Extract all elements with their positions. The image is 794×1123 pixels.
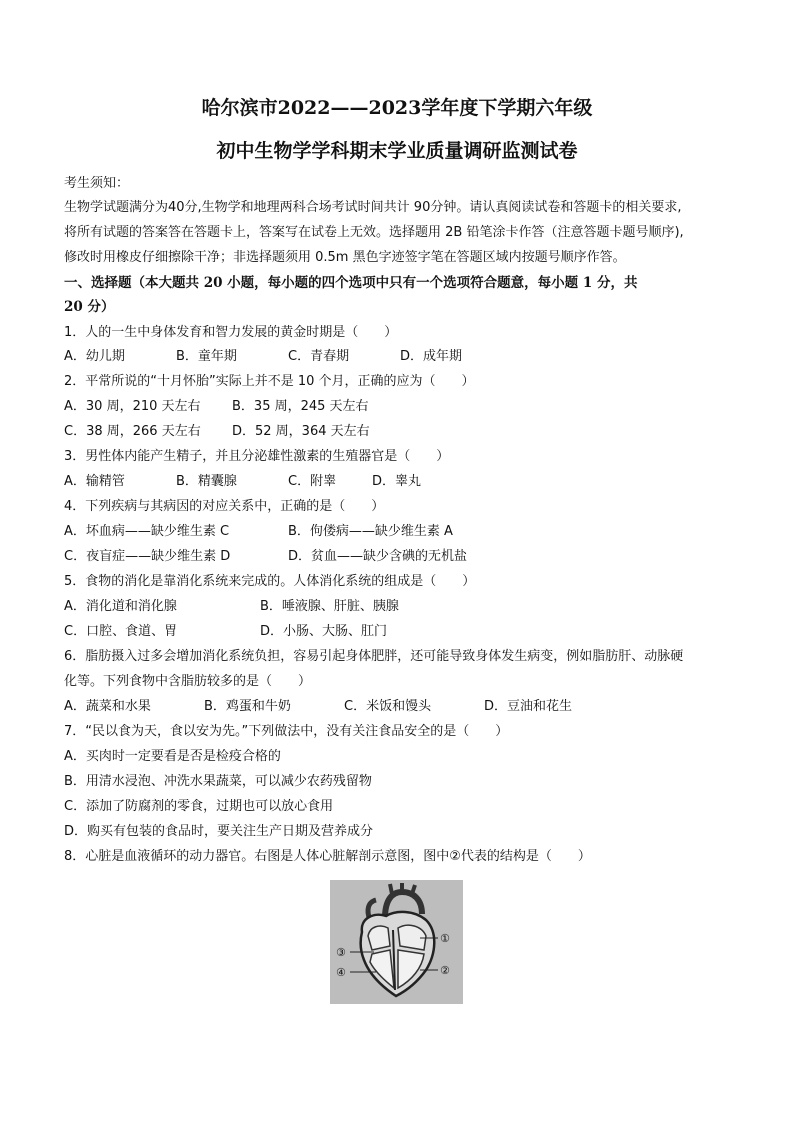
option: A．30 周，210 天左右 (64, 399, 201, 414)
option: C．米饭和馒头 (344, 699, 432, 714)
option: C．青春期 (288, 349, 350, 364)
question-stem: 7．“民以食为天，食以安为先。”下列做法中，没有关注食品安全的是（ ） (64, 724, 509, 739)
option: D．成年期 (400, 349, 463, 364)
section-heading-cont: 20 分） (64, 299, 115, 315)
label-2: ② (440, 964, 450, 977)
option: C．38 周，266 天左右 (64, 424, 201, 439)
notice-line: 生物学试题满分为40分,生物学和地理两科合场考试时间共计 90分钟。请认真阅读试卷和答题卡的相关要求, (64, 200, 682, 215)
option: B．鸡蛋和牛奶 (204, 699, 291, 714)
option: B．用清水浸泡、冲洗水果蔬菜，可以减少农药残留物 (64, 774, 372, 789)
option: D．睾丸 (372, 474, 422, 489)
option: C．添加了防腐剂的零食，过期也可以放心食用 (64, 799, 334, 814)
notice-line: 修改时用橡皮仔细擦除干净；非选择题须用 0.5m 黑色字迹签字笔在答题区域内按题号顺序作答。 (64, 250, 626, 265)
label-4: ④ (336, 966, 346, 979)
option: B．35 周，245 天左右 (232, 399, 369, 414)
option: A．幼儿期 (64, 349, 125, 364)
option: B．佝偻病——缺少维生素 A (288, 524, 453, 539)
question-stem: 1．人的一生中身体发育和智力发展的黄金时期是（ ） (64, 325, 398, 340)
option: A．坏血病——缺少维生素 C (64, 524, 230, 539)
option: D．小肠、大肠、肛门 (260, 624, 388, 639)
option: C．夜盲症——缺少维生素 D (64, 549, 231, 564)
option: D．购买有包装的食品时，要关注生产日期及营养成分 (64, 824, 374, 839)
option: A．消化道和消化腺 (64, 599, 177, 614)
question-stem: 5．食物的消化是靠消化系统来完成的。人体消化系统的组成是（ ） (64, 574, 476, 589)
option: A．蔬菜和水果 (64, 699, 151, 714)
exam-title-line1: 哈尔滨市2022——2023学年度下学期六年级 (201, 97, 593, 119)
question-stem: 4．下列疾病与其病因的对应关系中，正确的是（ ） (64, 499, 385, 514)
exam-title-line2: 初中生物学学科期末学业质量调研监测试卷 (216, 140, 578, 162)
option: A．输精管 (64, 474, 125, 489)
option: D．豆油和花生 (484, 699, 573, 714)
heart-diagram (330, 880, 463, 1004)
option: C．口腔、食道、胃 (64, 624, 178, 639)
option: B．唾液腺、肝脏、胰腺 (260, 599, 399, 614)
option: B．童年期 (176, 349, 237, 364)
option: D．贫血——缺少含碘的无机盐 (288, 549, 468, 564)
option: A．买肉时一定要看是否是检疫合格的 (64, 749, 281, 764)
question-stem: 8．心脏是血液循环的动力器官。右图是人体心脏解剖示意图，图中②代表的结构是（ ） (64, 849, 591, 864)
question-stem: 6．脂肪摄入过多会增加消化系统负担，容易引起身体肥胖，还可能导致身体发生病变，例如脂肪肝、动脉硬 (64, 649, 684, 664)
option: B．精囊腺 (176, 474, 237, 489)
label-1: ① (440, 932, 450, 945)
notice-line: 将所有试题的答案答在答题卡上，答案写在试卷上无效。选择题用 2B 铅笔涂卡作答（注意答题卡题号顺序), (64, 225, 684, 240)
section-heading: 一、选择题（本大题共 20 小题，每小题的四个选项中只有一个选项符合题意，每小题 1 分，共 (64, 275, 638, 291)
option: D．52 周，364 天左右 (232, 424, 370, 439)
question-stem: 3．男性体内能产生精子，并且分泌雄性激素的生殖器官是（ ） (64, 449, 450, 464)
question-stem: 2．平常所说的“十月怀胎”实际上并不是 10 个月，正确的应为（ ） (64, 374, 475, 389)
label-3: ③ (336, 946, 346, 959)
heart-illustration (330, 880, 463, 1004)
option: C．附睾 (288, 474, 337, 489)
notice-heading: 考生须知： (64, 176, 130, 191)
question-stem-cont: 化等。下列食物中含脂肪较多的是（ ） (64, 674, 312, 689)
